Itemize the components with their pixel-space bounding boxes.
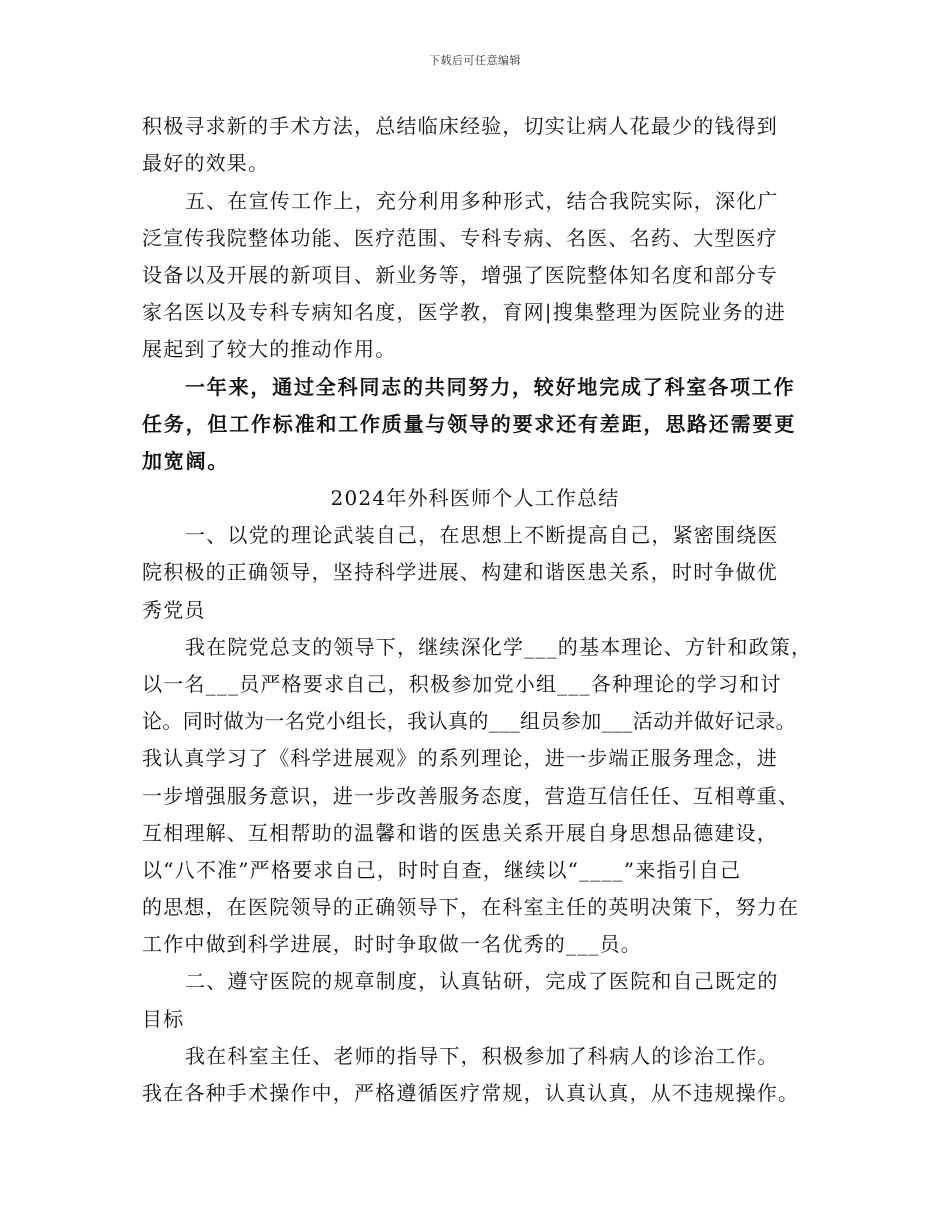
text-line: 家名医以及专科专病知名度，医学教，育网|搜集整理为医院业务的进 bbox=[142, 300, 786, 324]
text-line: 最好的效果。 bbox=[142, 151, 270, 175]
text-line: 我在各种手术操作中，严格遵循医疗常规，认真认真，从不违规操作。 bbox=[142, 1081, 800, 1105]
text-line: 目标 bbox=[142, 1007, 185, 1031]
text-line: 二、遵守医院的规章制度，认真钻研，完成了医院和自己既定的 bbox=[185, 969, 779, 993]
text-line: 积极寻求新的手术方法，总结临床经验，切实让病人花最少的钱得到 bbox=[142, 114, 778, 138]
page-header: 下载后可任意编辑 bbox=[429, 54, 521, 67]
text-line: 的思想，在医院领导的正确领导下，在科室主任的英明决策下，努力在 bbox=[142, 895, 800, 919]
text-line: 我认真学习了《科学进展观》的系列理论，进一步端正服务理念，进 bbox=[142, 746, 778, 770]
text-line: 以“八不准”严格要求自己，时时自查，继续以“____”来指引自己 bbox=[142, 858, 742, 882]
text-line: 五、在宣传工作上，充分利用多种形式，结合我院实际，深化广 bbox=[185, 189, 779, 213]
text-line-bold: 加宽阔。 bbox=[142, 449, 230, 473]
text-line: 论。同时做为一名党小组长，我认真的___组员参加___活动并做好记录。 bbox=[142, 709, 796, 733]
section-title: 2024年外科医师个人工作总结 bbox=[330, 486, 620, 510]
text-line: 秀党员 bbox=[142, 598, 206, 622]
text-line: 我在院党总支的领导下，继续深化学___的基本理论、方针和政策， bbox=[185, 635, 813, 659]
text-line: 展起到了较大的推动作用。 bbox=[142, 337, 397, 361]
text-line-bold: 一年来，通过全科同志的共同努力，较好地完成了科室各项工作 bbox=[185, 375, 796, 399]
text-line: 设备以及开展的新项目、新业务等，增强了医院整体知名度和部分专 bbox=[142, 263, 778, 287]
text-line: 以一名___员严格要求自己，积极参加党小组___各种理论的学习和讨 bbox=[142, 672, 782, 696]
text-line-bold: 任务，但工作标准和工作质量与领导的要求还有差距，思路还需要更 bbox=[142, 412, 796, 436]
text-line: 院积极的正确领导，坚持科学进展、构建和谐医患关系，时时争做优 bbox=[142, 560, 778, 584]
text-line: 我在科室主任、老师的指导下，积极参加了科病人的诊治工作。 bbox=[185, 1044, 779, 1068]
text-line: 一、以党的理论武装自己，在思想上不断提高自己，紧密围绕医 bbox=[185, 523, 779, 547]
text-line: 泛宣传我院整体功能、医疗范围、专科专病、名医、名药、大型医疗 bbox=[142, 226, 778, 250]
text-line: 一步增强服务意识，进一步改善服务态度，营造互信任任、互相尊重、 bbox=[142, 784, 800, 808]
text-line: 互相理解、互相帮助的温馨和谐的医患关系开展自身思想品德建设， bbox=[142, 821, 778, 845]
text-line: 工作中做到科学进展，时时争取做一名优秀的___员。 bbox=[142, 932, 642, 956]
